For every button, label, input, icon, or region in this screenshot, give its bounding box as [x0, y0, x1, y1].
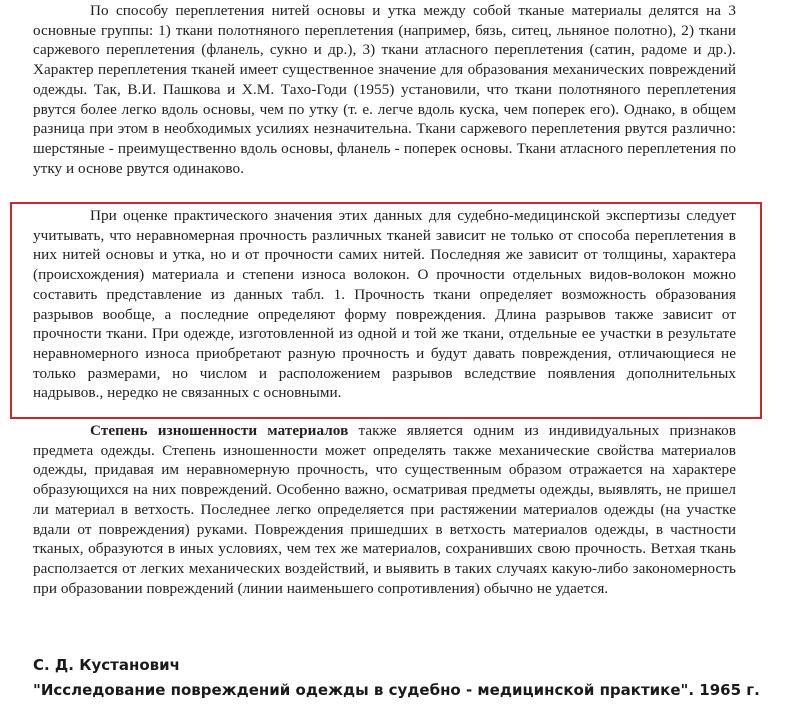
paragraph-weave-types: По способу переплетения нитей основы и утка между собой тканые материалы делятся на 3 основные группы: 1) ткани полотняного переплетения (например, бязь, ситец, льняное полотно), 2) ткани саржевого переплетения (фланель, сукно и др.), 3) ткани атласного переплетения (сатин, радоме и др.). Характер переплетения тканей имеет существенное значение для образования механических повреждений одежды. Так, В.И. Пашкова и Х.М. Тахо-Годи (1955) установили, что ткани полотняного переплетения рвутся более легко вдоль основы, чем по утку (т. е. легче вдоль куска, чем поперек его). Однако, в общем разница при этом в необходимых усилиях незначительна. Ткани саржевого переплетения рвутся различно: шерстяные - преимущественно вдоль основы, фланель - поперек основы. Ткани атласного переплетения по утку и основе рвутся одинаково. — [33, 2, 736, 177]
citation-source: "Исследование повреждений одежды в судебно - медицинской практике". 1965 г. — [33, 681, 760, 699]
paragraph-heading: Степень изношенности материалов — [90, 422, 349, 439]
paragraph-wear-degree — [33, 421, 736, 598]
paragraph-body: также является одним из индивидуальных признаков предмета одежды. Степень изношенности может определять также механические свойства материалов одежды, придавая им неравномерную прочность, что существенным образом отражается на характере образующихся на них повреждений. Особенно важно, осматривая предметы одежды, выявлять, не пришел ли материал в ветхость. Последнее легко определяется при растяжении материалов одежды (на участке вдали от повреждения) руками. Повреждения пришедших в ветхость материалов одежды, в частности тканых, образуются в иных условиях, чем тех же материалов, сохранивших свою прочность. Ветхая ткань расползается от легких механических воздействий, и выявить в таких случаях какую-либо закономерность при образовании повреждений (линии наименьшего сопротивления) обычно не удается. — [33, 422, 736, 597]
paragraph-expert-assessment: При оценке практического значения этих данных для судебно-медицинской экспертизы следует учитывать, что неравномерная прочность различных тканей зависит не только от способа переплетения в них нитей основы и утка, но и от прочности самих нитей. Последняя же зависит от толщины, характера (происхождения) материала и степени износа волокон. О прочности отдельных видов-волокон можно составить представление из данных табл. 1. Прочность ткани определяет возможность образования разрывов вообще, а последние определяют форму повреждения. Длина разрывов также зависит от прочности ткани. При одежде, изготовленной из одной и той же ткани, отдельные ее участки в результате неравномерного износа приобретают разную прочность и будут давать повреждения, отличающиеся не только размерами, но числом и расположением разрывов вследствие появления дополнительных надрывов., нередко не связанных с основными. — [33, 207, 736, 402]
citation-author: С. Д. Кустанович — [33, 656, 180, 674]
